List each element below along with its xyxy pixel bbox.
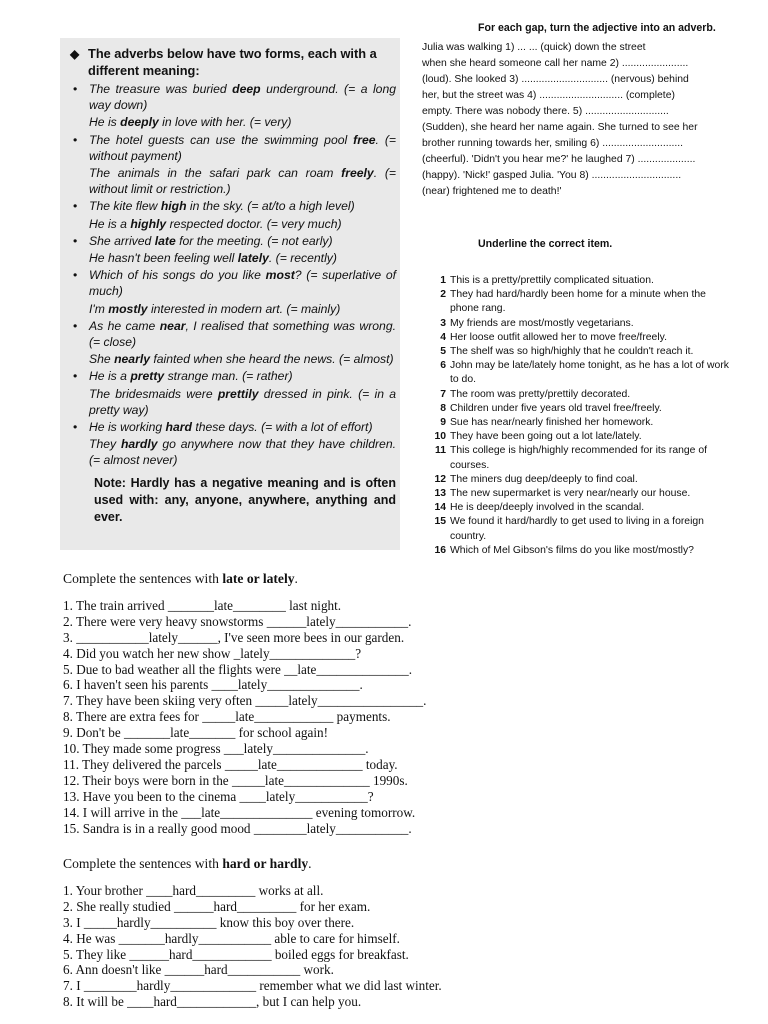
underline-item (426, 416, 736, 430)
underline-item-number: 12 (434, 473, 446, 485)
sentence-line: 10. They made some progress ___lately______________. (63, 741, 369, 757)
adverb-example-item (70, 216, 396, 232)
example-keyword: near (159, 318, 186, 333)
example-after: ? (= superlative of much) (89, 268, 396, 299)
sentence-line: 12. Their boys were born in the _____late_____________ 1990s. (63, 772, 408, 788)
sentence-line: 7. They have been skiing very often _____lately________________. (63, 693, 427, 709)
adverb-example-item (70, 301, 396, 317)
sentence-line: 9. Don't be _______late_______ for school again! (63, 725, 328, 741)
example-keyword: prettily (217, 386, 259, 401)
adverb-example-text (89, 386, 396, 418)
example-after: go anywhere now that they have children. (= almost never) (89, 437, 396, 468)
adverb-example-item (70, 198, 396, 214)
example-keyword: pretty (130, 369, 165, 384)
example-keyword: most (265, 268, 295, 283)
example-keyword: free (353, 132, 376, 147)
adverb-example-text (89, 267, 396, 299)
adverb-example-item (70, 351, 396, 367)
underline-item (426, 388, 736, 402)
underline-items-list (426, 274, 736, 558)
underline-item-text: Her loose outfit allowed her to move free/freely. (450, 331, 667, 343)
example-after: dressed in pink. (= in a pretty way) (89, 386, 396, 417)
gap-fill-line: (loud). She looked 3) .............................. (nervous) behind (422, 74, 689, 85)
underline-item (426, 288, 736, 316)
sentence-line: 8. It will be ____hard____________, but I can help you. (63, 994, 362, 1010)
bullet-icon: • (73, 233, 78, 248)
example-keyword: high (160, 199, 187, 214)
adverb-example-item (70, 233, 396, 249)
late-title-words: late or lately (222, 571, 295, 586)
bullet-icon: • (73, 82, 78, 96)
adverb-example-item (70, 165, 396, 197)
example-before: He is working (89, 420, 166, 435)
adverb-pairs-list (70, 81, 396, 469)
bullet-icon (70, 386, 89, 418)
underline-item-number: 6 (440, 360, 446, 372)
underline-item-text: This is a pretty/prettily complicated situation. (450, 275, 654, 286)
sentence-line: 3. I _____hardly__________ know this boy over there. (63, 914, 355, 930)
sentence-line: 1. The train arrived _______late________ last night. (63, 597, 342, 613)
adverb-example-item (70, 132, 396, 164)
gap-fill-line: Julia was walking 1) ... ... (quick) down the street (422, 42, 646, 53)
example-after: . (= without payment) (89, 132, 396, 163)
underline-title: Underline the correct item. (478, 238, 613, 250)
adverb-example-item (70, 419, 396, 435)
underline-item-number: 13 (434, 488, 446, 500)
underline-item (426, 501, 736, 515)
underline-item-number: 7 (440, 388, 446, 400)
underline-item (426, 487, 736, 501)
hard-hardly-title (63, 856, 503, 872)
example-before: He hasn't been feeling well (89, 251, 238, 266)
bullet-icon (70, 114, 89, 130)
gap-fill-line: empty. There was nobody there. 5) ............................. (422, 106, 669, 117)
gap-fill-line: brother running towards her, smiling 6) ............................ (422, 138, 684, 149)
adverb-example-text (89, 165, 396, 197)
gap-fill-line: (happy). 'Nick!' gasped Julia. 'You 8) ............................... (422, 170, 682, 181)
gap-fill-line: when she heard someone call her name 2) ....................... (422, 58, 689, 69)
example-after: strange man. (= rather) (164, 369, 293, 384)
gap-fill-line: (near) frightened me to death!' (422, 186, 562, 197)
underline-item-text: John may be late/lately home tonight, as he has a lot of work to do. (450, 360, 729, 386)
underline-item-text: The room was pretty/prettily decorated. (450, 388, 631, 400)
underline-item-number: 14 (434, 502, 446, 514)
adverb-example-text (89, 216, 396, 232)
adverb-example-item (70, 386, 396, 418)
sentence-line: 15. Sandra is in a really good mood ________lately___________. (63, 820, 412, 836)
late-title-prefix: Complete the sentences with (63, 571, 223, 586)
sentence-line: 6. I haven't seen his parents ____lately______________. (63, 677, 363, 693)
underline-item-text: We found it hard/hardly to get used to living in a foreign country. (450, 516, 704, 542)
underline-item-text: They have been going out a lot late/lately. (450, 431, 642, 443)
adverb-example-text (89, 233, 396, 249)
underline-item (426, 317, 736, 331)
gap-fill-title: For each gap, turn the adjective into an adverb. (478, 22, 716, 34)
example-keyword: hard (165, 420, 192, 435)
hard-title-prefix: Complete the sentences with (63, 856, 223, 871)
underline-item-number: 9 (440, 417, 446, 429)
underline-item (426, 274, 736, 288)
underline-item-number: 8 (440, 402, 446, 414)
sentence-line: 4. Did you watch her new show _lately_____________? (63, 645, 362, 661)
example-before: He is a (89, 216, 131, 231)
adverb-example-text (89, 114, 396, 130)
adverb-box-heading (70, 46, 396, 79)
bullet-icon (70, 436, 89, 468)
adverb-example-item (70, 114, 396, 130)
bullet-icon: • (73, 318, 78, 333)
adverb-example-text (89, 81, 396, 113)
sentence-line: 2. There were very heavy snowstorms ______lately___________. (63, 613, 412, 629)
example-before: The kite flew (89, 199, 161, 214)
bullet-icon (70, 250, 89, 266)
underline-item-text: This college is high/highly recommended for its range of courses. (450, 445, 708, 471)
hard-hardly-sentences (63, 883, 503, 1010)
underline-item-number: 5 (440, 346, 446, 358)
underline-item-text: Which of Mel Gibson's films do you like most/mostly? (450, 544, 694, 556)
underline-item-text: My friends are most/mostly vegetarians. (450, 317, 634, 329)
bullet-icon (70, 216, 89, 232)
adverb-forms-box (60, 38, 400, 550)
adverb-example-text (89, 351, 396, 367)
underline-item (426, 430, 736, 444)
underline-item-number: 1 (440, 275, 446, 286)
underline-item-number: 3 (440, 317, 446, 329)
hard-title-words: hard or hardly (222, 856, 309, 871)
adverb-example-item (70, 250, 396, 266)
adverb-example-text (89, 368, 396, 384)
example-before: She (89, 352, 115, 367)
adverb-example-text (89, 301, 396, 317)
underline-item-text: The new supermarket is very near/nearly our house. (450, 488, 691, 500)
bullet-icon (70, 301, 89, 317)
hard-hardly-exercise (63, 856, 503, 1010)
hard-title-suffix: . (308, 856, 312, 871)
adverb-example-item (70, 81, 396, 113)
sentence-line: 6. Ann doesn't like ______hard___________ work. (63, 962, 334, 978)
sentence-line: 5. Due to bad weather all the flights were __late______________. (63, 661, 413, 677)
example-before: I'm (89, 301, 109, 316)
underline-item-number: 4 (440, 331, 446, 343)
gap-fill-line: (cheerful). 'Didn't you hear me?' he laughed 7) .................... (422, 154, 696, 165)
example-keyword: deep (232, 82, 261, 96)
sentence-line: 3. ___________lately______, I've seen more bees in our garden. (63, 629, 405, 645)
example-keyword: mostly (108, 301, 148, 316)
adverb-example-item (70, 436, 396, 468)
sentence-line: 13. Have you been to the cinema ____lately___________? (63, 788, 374, 804)
sentence-line: 4. He was _______hardly___________ able to care for himself. (63, 930, 400, 946)
gap-fill-exercise (422, 22, 734, 200)
underline-item-number: 10 (434, 431, 446, 443)
example-keyword: late (154, 233, 176, 248)
example-before: They (89, 437, 121, 452)
example-before: The animals in the safari park can roam (89, 166, 342, 181)
example-keyword: highly (130, 216, 167, 231)
gap-fill-text (422, 40, 734, 200)
bullet-icon (70, 165, 89, 197)
example-after: these days. (= with a lot of effort) (191, 420, 373, 435)
example-before: As he came (89, 318, 160, 333)
example-keyword: nearly (114, 352, 150, 367)
underline-item (426, 544, 736, 558)
adverb-example-text (89, 436, 396, 468)
sentence-line: 7. I ________hardly_____________ remember what we did last winter. (63, 978, 442, 994)
underline-item-number: 15 (434, 516, 446, 528)
example-after: interested in modern art. (= mainly) (147, 301, 341, 316)
adverb-example-text (89, 318, 396, 350)
hardly-note: Note: Hardly has a negative meaning and is often used with: any, anyone, anywhere, anything and ever. (94, 475, 396, 524)
adverb-example-text (89, 419, 396, 435)
underline-item (426, 473, 736, 487)
underline-item-text: Children under five years old travel free/freely. (450, 402, 662, 414)
adverb-example-item (70, 318, 396, 350)
adverb-box-heading-text: The adverbs below have two forms, each with a different meaning: (88, 46, 377, 78)
example-after: , I realised that something was wrong. (= close) (89, 318, 396, 350)
late-lately-sentences (63, 598, 503, 837)
bullet-icon: • (73, 420, 78, 435)
diamond-bullet-icon: ◆ (70, 47, 80, 61)
underline-item (426, 345, 736, 359)
example-keyword: hardly (120, 437, 158, 452)
example-after: respected doctor. (= very much) (166, 216, 342, 231)
underline-item-number: 11 (435, 445, 446, 457)
example-after: for the meeting. (= not early) (175, 233, 333, 248)
underline-item (426, 515, 736, 543)
late-lately-title (63, 571, 503, 587)
example-before: The hotel guests can use the swimming pool (89, 132, 354, 147)
bullet-icon: • (73, 268, 78, 283)
underline-exercise (426, 238, 736, 558)
late-title-suffix: . (294, 571, 298, 586)
sentence-line: 14. I will arrive in the ___late______________ evening tomorrow. (63, 804, 416, 820)
bullet-icon: • (73, 369, 78, 384)
underline-item (426, 444, 736, 472)
underline-item (426, 359, 736, 387)
sentence-line: 1. Your brother ____hard_________ works at all. (63, 882, 324, 898)
example-before: He is a (89, 369, 131, 384)
underline-item-text: They had hard/hardly been home for a minute when the phone rang. (450, 289, 706, 315)
bullet-icon: • (73, 199, 78, 214)
sentence-line: 5. They like ______hard____________ boiled eggs for breakfast. (63, 946, 409, 962)
adverb-example-text (89, 250, 396, 266)
underline-item-number: 16 (434, 544, 446, 556)
gap-fill-line: (Sudden), she heard her name again. She turned to see her (422, 122, 698, 133)
underline-item-text: The miners dug deep/deeply to find coal. (450, 473, 638, 485)
example-before: The bridesmaids were (89, 386, 218, 401)
bullet-icon (70, 351, 89, 367)
example-keyword: freely (341, 166, 374, 181)
example-before: Which of his songs do you like (89, 268, 266, 283)
sentence-line: 8. There are extra fees for _____late____________ payments. (63, 709, 391, 725)
example-after: . (= without limit or restriction.) (89, 166, 396, 197)
example-keyword: lately (237, 251, 269, 266)
adverb-example-item (70, 267, 396, 299)
sentence-line: 11. They delivered the parcels _____late_____________ today. (63, 756, 398, 772)
adverb-example-item (70, 368, 396, 384)
example-after: fainted when she heard the news. (= almost) (150, 352, 394, 367)
underline-item (426, 402, 736, 416)
example-after: in the sky. (= at/to a high level) (186, 199, 355, 214)
underline-item (426, 331, 736, 345)
example-before: He is (89, 115, 121, 130)
sentence-line: 2. She really studied ______hard_________ for her exam. (63, 898, 371, 914)
example-after: underground. (= a long way down) (89, 82, 396, 113)
underline-item-number: 2 (440, 289, 446, 301)
example-before: She arrived (89, 233, 155, 248)
adverb-example-text (89, 132, 396, 164)
underline-item-text: Sue has near/nearly finished her homework. (450, 417, 654, 429)
example-before: The treasure was buried (89, 82, 233, 96)
gap-fill-line: her, but the street was 4) ............................. (complete) (422, 90, 675, 101)
example-after: in love with her. (= very) (158, 115, 292, 130)
example-after: . (= recently) (268, 251, 337, 266)
underline-item-text: He is deep/deeply involved in the scandal. (450, 502, 645, 514)
underline-item-text: The shelf was so high/highly that he couldn't reach it. (450, 346, 694, 358)
adverb-example-text (89, 198, 396, 214)
late-lately-exercise (63, 571, 503, 837)
bullet-icon: • (73, 132, 78, 147)
example-keyword: deeply (120, 115, 159, 130)
